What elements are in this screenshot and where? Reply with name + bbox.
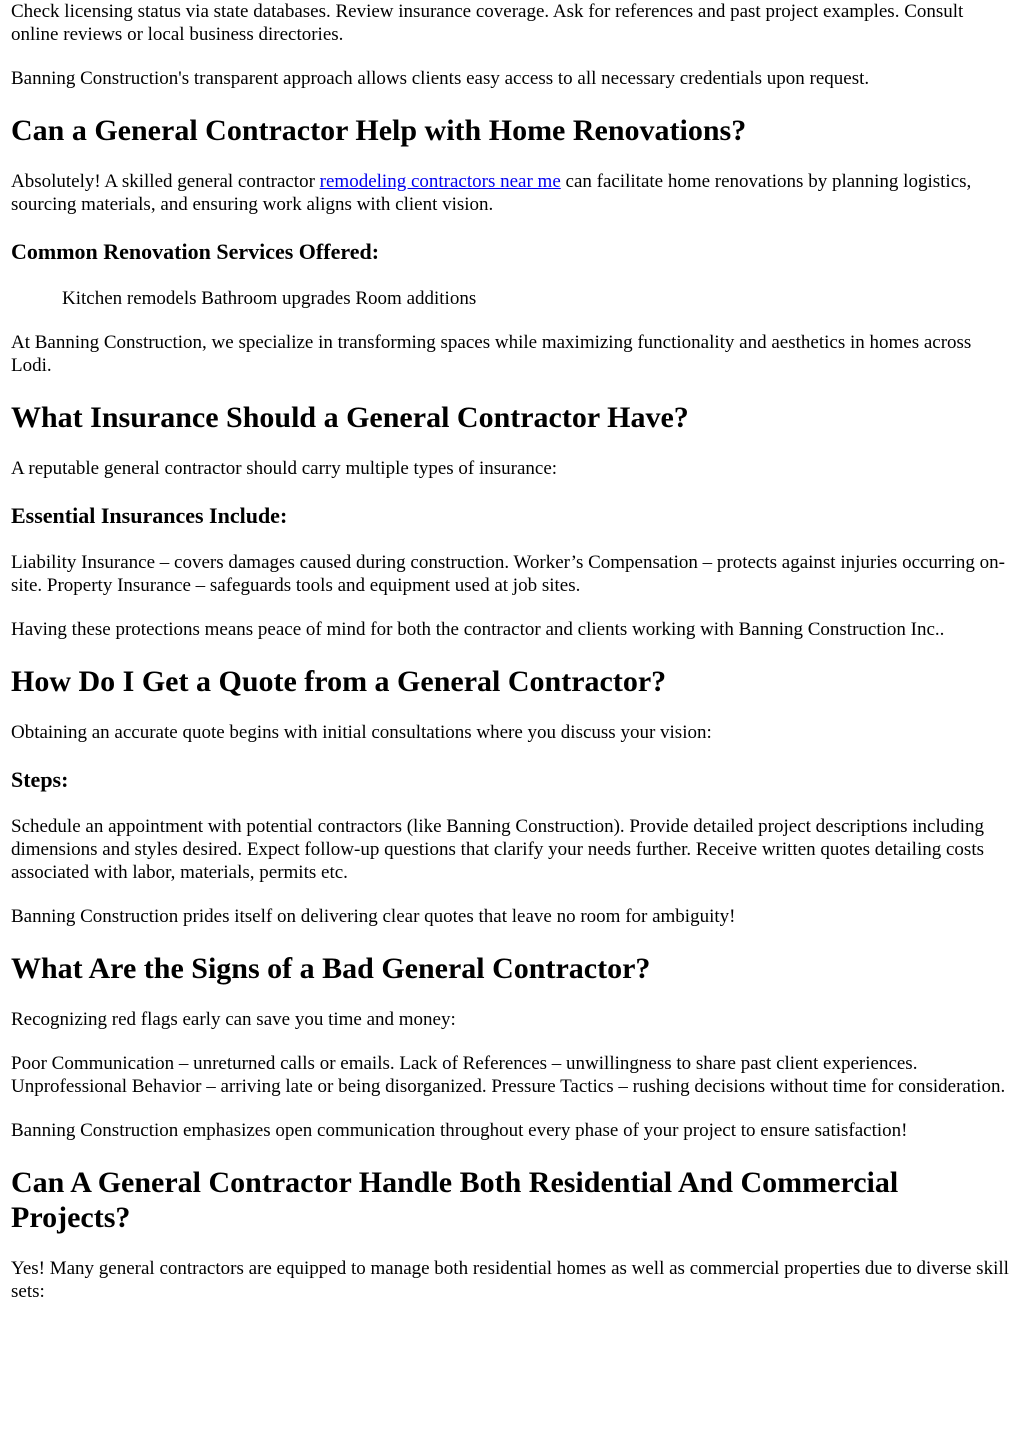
quote-steps-paragraph: Schedule an appointment with potential contractors (like Banning Construction). Provide detailed project descriptions including dimensions and styles desired. Expect follow-up questions that clarify your needs further. Receive written quotes detailing costs associated with labor, materials, permits etc. [11,816,984,883]
heading-essential-insurances: Essential Insurances Include: [11,503,288,528]
credentials-paragraph: Banning Construction's transparent approach allows clients easy access to all necessary credentials upon request. [11,68,870,89]
residential-commercial-paragraph: Yes! Many general contractors are equipped to manage both residential homes as well as commercial properties due to diverse skill sets: [11,1258,1009,1302]
heading-insurance: What Insurance Should a General Contractor Have? [11,401,689,434]
insurance-peace-of-mind-paragraph: Having these protections means peace of mind for both the contractor and clients working with Banning Construction Inc.. [11,619,945,640]
renovations-text-after: can facilitate home renovations by planning logistics, sourcing materials, and ensuring work aligns with client vision. [11,171,972,215]
red-flags-list-paragraph: Poor Communication – unreturned calls or emails. Lack of References – unwillingness to share past client experiences. Unprofessional Behavior – arriving late or being disorganized. Pressure Tactics – rushing decisions without time for consideration. [11,1053,1006,1097]
red-flags-intro-paragraph: Recognizing red flags early can save you time and money: [11,1009,456,1030]
insurance-types-paragraph: Liability Insurance – covers damages caused during construction. Worker’s Compensation – protects against injuries occurring on-site. Property Insurance – safeguards tools and equipment used at job sites. [11,552,1005,596]
open-communication-paragraph: Banning Construction emphasizes open communication throughout every phase of your project to ensure satisfaction! [11,1120,908,1141]
heading-residential-commercial: Can A General Contractor Handle Both Residential And Commercial Projects? [11,1166,899,1234]
renovation-services-list: Kitchen remodels Bathroom upgrades Room additions [62,288,477,309]
heading-steps: Steps: [11,767,69,792]
licensing-checklist-paragraph: Check licensing status via state databases. Review insurance coverage. Ask for references and past project examples. Consult online reviews or local business directories. [11,1,964,45]
renovations-text-before: Absolutely! A skilled general contractor [11,171,320,192]
remodeling-contractors-link[interactable]: remodeling contractors near me [319,171,561,192]
insurance-intro-paragraph: A reputable general contractor should carry multiple types of insurance: [11,458,558,479]
heading-common-renovation-services: Common Renovation Services Offered: [11,239,380,264]
quote-intro-paragraph: Obtaining an accurate quote begins with initial consultations where you discuss your vision: [11,722,712,743]
renovations-paragraph [11,170,1012,216]
lodi-spaces-paragraph: At Banning Construction, we specialize in transforming spaces while maximizing functionality and aesthetics in homes across Lodi. [11,332,972,376]
heading-home-renovations: Can a General Contractor Help with Home Renovations? [11,114,747,147]
clear-quotes-paragraph: Banning Construction prides itself on delivering clear quotes that leave no room for ambiguity! [11,906,736,927]
heading-get-quote: How Do I Get a Quote from a General Contractor? [11,665,667,698]
heading-bad-contractor-signs: What Are the Signs of a Bad General Contractor? [11,952,651,985]
